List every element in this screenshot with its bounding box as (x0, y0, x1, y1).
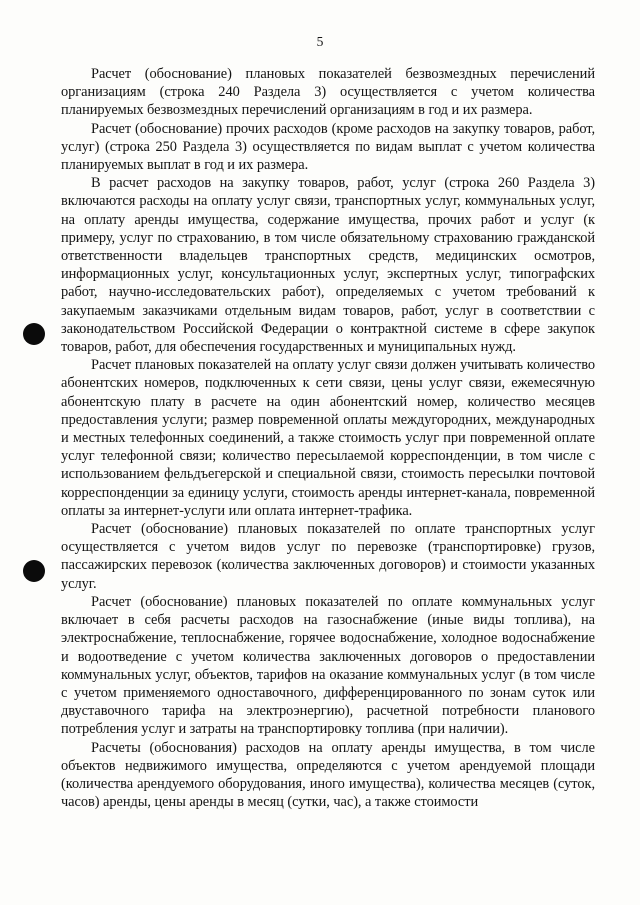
document-body (61, 65, 595, 811)
paragraph-gratuitous-transfers: Расчет (обоснование) плановых показателей безвозмездных перечислений организациям (строка 240 Раздела 3) осуществляется с учетом количества планируемых безвозмездных перечислений организациям в год и их размера. (61, 66, 595, 119)
paragraph-property-rent: Расчеты (обоснования) расходов на оплату аренды имущества, в том числе объектов недвижимого имущества, определяются с учетом арендуемой площади (количества арендуемого оборудования, иного имущества), количества месяцев (суток, часов) аренды, цены аренды в месяц (сутки, час), а также стоимости (61, 739, 595, 811)
page-number: 5 (316, 34, 324, 49)
paragraph-transport-services: Расчет (обоснование) плановых показателей по оплате транспортных услуг осуществляется с учетом видов услуг по перевозке (транспортировке) грузов, пассажирских перевозок (количества заключенных договоров) и стоимости указанных услуг. (61, 521, 595, 592)
punch-hole-bottom (23, 560, 45, 582)
paragraph-communication-services: Расчет плановых показателей на оплату услуг связи должен учитывать количество абонентских номеров, подключенных к сети связи, цены услуг связи, ежемесячную абонентскую плату в расчете на один абонентский номер, количество месяцев предоставления услуги; размер повременной оплаты междугородних, международных и местных телефонных соединений, а также стоимость услуг при повременной оплате услуг телефонной связи; количество пересылаемой корреспонденции, в том числе с использованием фельдъегерской и специальной связи, стоимость пересылки почтовой корреспонденции за единицу услуги, стоимость аренды интернет-канала, повременной оплаты за интернет-услуги или оплата интернет-трафика. (61, 357, 595, 519)
punch-hole-top (23, 323, 45, 345)
paragraph-other-expenses: Расчет (обоснование) прочих расходов (кроме расходов на закупку товаров, работ, услуг) (строка 250 Раздела 3) осуществляется по видам выплат с учетом количества планируемых выплат в год и их размера. (61, 120, 595, 174)
paragraph-utility-services: Расчет (обоснование) плановых показателей по оплате коммунальных услуг включает в себя расчеты расходов на газоснабжение (иные виды топлива), на электроснабжение, теплоснабжение, горячее водоснабжение, холодное водоснабжение и водоотведение с учетом количества заключенных договоров о предоставлении коммунальных услуг, объектов, тарифов на оказание коммунальных услуг (в том числе с учетом применяемого одноставочного, дифференцированного по зонам суток или двуставочного тарифа на электроэнергию), расчетной потребности планового потребления услуг и затраты на транспортировку топлива (при наличии). (61, 593, 595, 738)
paragraph-procurement-expenses: В расчет расходов на закупку товаров, работ, услуг (строка 260 Раздела 3) включаются расходы на оплату услуг связи, транспортных услуг, коммунальных услуг, на оплату аренды имущества, содержание имущества, прочих работ и услуг (к примеру, услуг по страхованию, в том числе обязательному страхованию гражданской ответственности владельцев транспортных средств, медицинских осмотров, информационных услуг, консультационных услуг, экспертных услуг, типографских работ, научно-исследовательских работ), определяемых с учетом требований к закупаемым заказчиками отдельным видам товаров, работ, услуг в соответствии с законодательством Российской Федерации о контрактной системе в сфере закупок товаров, работ, для обеспечения государственных и муниципальных нужд. (61, 175, 595, 356)
